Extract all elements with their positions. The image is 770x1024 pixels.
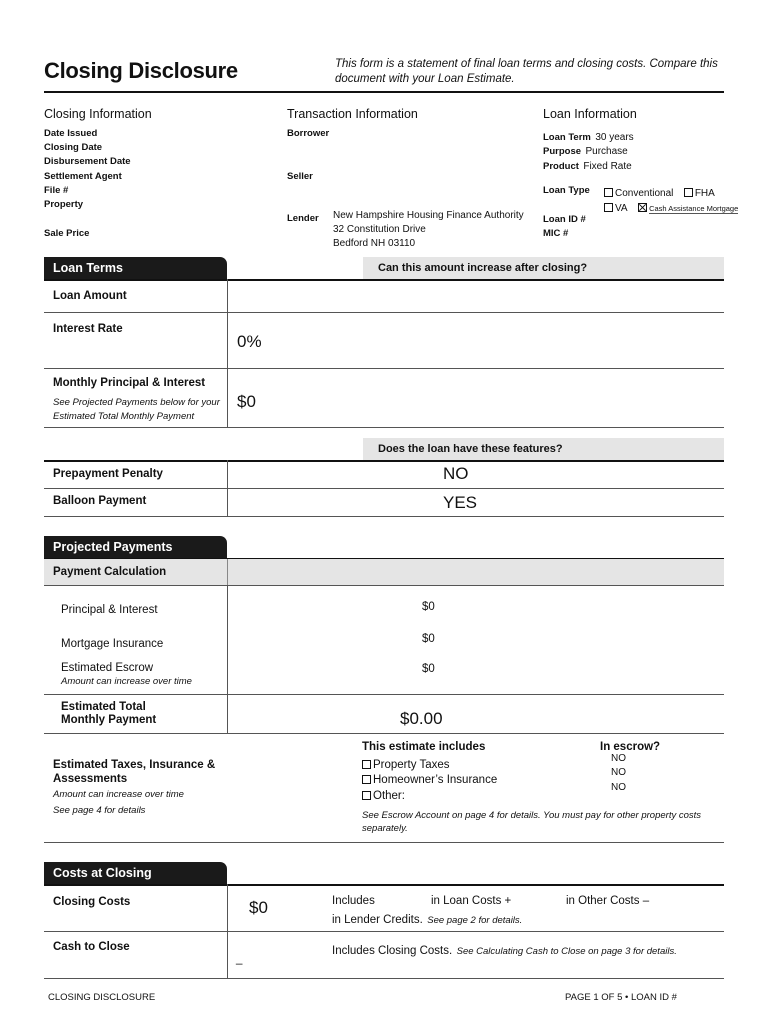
purpose-label: Purpose [543,146,582,157]
cash-to-close-label: Cash to Close [53,941,130,953]
other-label: Other: [373,790,405,802]
ctc-includes: Includes Closing Costs. [332,945,453,957]
monthly-pi-note: See Projected Payments below for your Estimated Total Monthly Payment [53,397,220,422]
property-label: Property [44,199,84,210]
ctc-see-page: See Calculating Cash to Close on page 3 for details. [456,946,677,957]
lender-label: Lender [287,213,319,224]
escrow-footnote: See Escrow Account on page 4 for details. You must pay for other property costs separately. [362,810,702,834]
va-label: VA [615,203,628,214]
costs-at-closing-tab: Costs at Closing [44,862,227,884]
loan-terms-tab: Loan Terms [44,257,227,279]
closing-info-heading: Closing Information [44,107,152,121]
features-rule [44,460,724,462]
in-escrow-heading: In escrow? [600,741,661,753]
closing-costs-label: Closing Costs [53,896,131,908]
sale-price-label: Sale Price [44,228,90,239]
loan-amount-label: Loan Amount [53,290,127,302]
projected-payments-tab: Projected Payments [44,536,227,558]
homeowners-row [362,774,497,786]
mortgage-insurance-label: Mortgage Insurance [61,638,164,650]
transaction-info-heading: Transaction Information [287,107,418,121]
increase-question: Can this amount increase after closing? [378,262,588,274]
loan-type-label: Loan Type [543,185,590,196]
settlement-agent-label: Settlement Agent [44,171,122,182]
intro-text: This form is a statement of final loan terms and closing costs. Compare this document with your Loan Estimate. [335,58,718,85]
loan-terms-rule [44,279,724,281]
loan-info-heading: Loan Information [543,107,637,121]
lender-address-line1: 32 Constitution Drive [333,224,426,235]
va-checkbox[interactable] [604,203,613,212]
escrow-property-taxes: NO [611,753,626,764]
cc-lender-credits: in Lender Credits. [332,914,423,926]
estimate-includes-heading: This estimate includes [362,741,486,753]
taxes-insurance-label: Estimated Taxes, Insurance & Assessments [53,759,216,785]
conventional-checkbox[interactable] [604,188,613,197]
product-row [543,156,632,174]
row-divider [44,842,724,843]
purpose-value: Purchase [585,146,628,157]
calc-divider [227,559,228,585]
prepayment-penalty-label: Prepayment Penalty [53,468,163,480]
ctc-includes-row [332,941,677,959]
cc-lender-credits-row [332,910,522,928]
loan-term-label: Loan Term [543,132,591,143]
property-taxes-row [362,759,450,771]
lender-address-line2: Bedford NH 03110 [333,238,416,249]
disbursement-date-label: Disbursement Date [44,156,131,167]
row-divider [44,694,724,695]
other-type-checkbox-checked[interactable] [638,203,647,212]
date-issued-label: Date Issued [44,128,98,139]
costs-rule [44,884,724,886]
estimated-escrow-label: Estimated Escrow [61,662,154,674]
principal-interest-label: Principal & Interest [61,604,158,616]
conventional-label: Conventional [615,188,674,199]
homeowners-label: Homeowner’s Insurance [373,774,498,786]
cc-in-loan-costs: in Loan Costs + [431,895,512,907]
seller-label: Seller [287,171,313,182]
monthly-pi-label: Monthly Principal & Interest [53,377,206,389]
payment-calc-heading: Payment Calculation [53,566,167,578]
escrow-homeowners: NO [611,767,626,778]
product-label: Product [543,161,579,172]
row-divider [44,312,724,313]
row-divider [44,368,724,369]
row-divider [44,931,724,932]
page-title: Closing Disclosure [44,58,238,83]
estimated-total-label: Estimated Total Monthly Payment [61,701,157,726]
fha-label: FHA [694,188,715,199]
row-divider [44,488,724,489]
row-divider [44,585,724,586]
row-divider [44,427,724,428]
loan-id-label: Loan ID # [543,214,586,225]
balloon-payment-value: YES [443,493,478,512]
estimated-escrow-note: Amount can increase over time [61,676,192,687]
estimated-total-value: $0.00 [400,709,443,728]
mortgage-insurance-value: $0 [422,633,435,645]
file-number-label: File # [44,185,69,196]
fha-checkbox[interactable] [684,188,693,197]
taxes-note-2: See page 4 for details [53,805,146,816]
lender-name: New Hampshire Housing Finance Authority [333,210,524,221]
other-row [362,790,405,802]
homeowners-checkbox[interactable] [362,775,371,784]
footer-right: PAGE 1 OF 5 • LOAN ID # [565,992,677,1003]
cc-see-page: See page 2 for details. [427,915,523,926]
row-divider [44,516,724,517]
cash-to-close-value: _ [236,953,243,965]
balloon-payment-label: Balloon Payment [53,495,147,507]
estimated-escrow-value: $0 [422,663,435,675]
row-divider [44,733,724,734]
other-checkbox[interactable] [362,791,371,800]
interest-rate-value: 0% [237,332,262,351]
loan-type-row-2 [604,198,738,216]
other-type-label: Cash Assistance Mortgage [649,204,739,213]
borrower-label: Borrower [287,128,330,139]
footer-left: CLOSING DISCLOSURE [48,992,156,1003]
header-rule [44,91,724,93]
property-taxes-checkbox[interactable] [362,760,371,769]
monthly-pi-value: $0 [237,392,256,411]
cc-includes: Includes [332,895,375,907]
mic-label: MIC # [543,228,569,239]
taxes-note-1: Amount can increase over time [53,789,184,800]
closing-costs-value: $0 [249,898,268,917]
features-question: Does the loan have these features? [378,443,563,455]
property-taxes-label: Property Taxes [373,759,450,771]
row-divider [44,978,724,979]
calc-divider [227,585,228,733]
closing-date-label: Closing Date [44,142,103,153]
loan-terms-divider [227,279,228,427]
prepayment-penalty-value: NO [443,464,469,483]
product-value: Fixed Rate [583,161,632,172]
loan-term-value: 30 years [595,132,634,143]
escrow-other: NO [611,782,626,793]
interest-rate-label: Interest Rate [53,323,123,335]
principal-interest-value: $0 [422,601,435,613]
cc-in-other-costs: in Other Costs – [566,895,650,907]
